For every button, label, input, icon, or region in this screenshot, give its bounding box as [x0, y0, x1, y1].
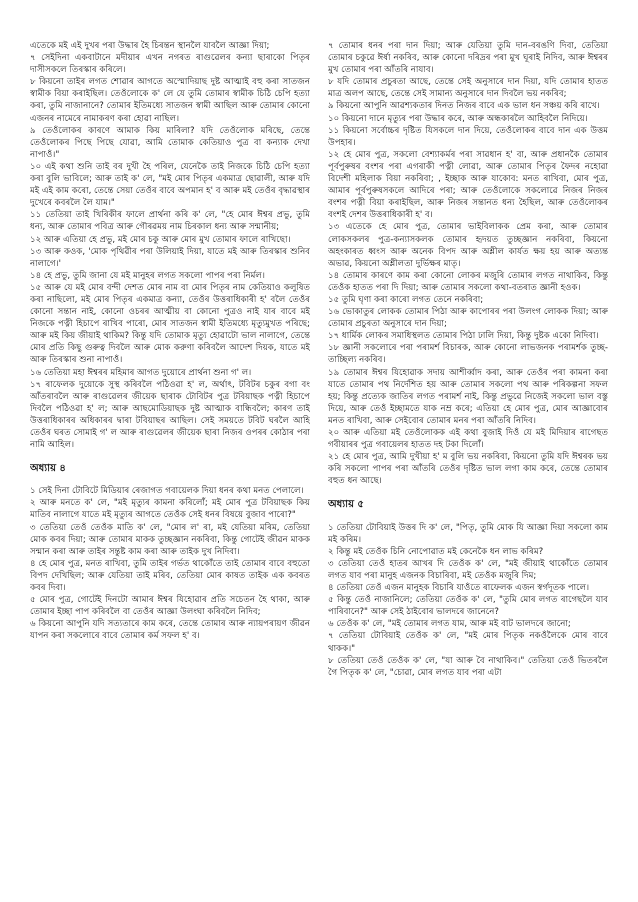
- verse-paragraph: ১৭ ধাৰ্মিক লোকৰ সমাধিস্থলত তোমাৰ পিঠা ঢালি দিয়া, কিন্তু দুষ্টক একো নিদিবা।: [328, 331, 599, 342]
- verse-paragraph: ৭ তোমাৰ ধনৰ পৰা দান দিয়া; আৰু যেতিয়া তুমি দান-বৰঙণি দিবা, তেতিয়া তোমাৰ চকুৱে ঈৰ্ষা নকৰিব, আৰু কোনো দৰিদ্ৰৰ পৰা মুখ ঘূৰাই নিদিব, আৰু ঈশ্বৰৰ মুখ তোমাৰ পৰা আঁতৰি নাযাব।: [328, 41, 608, 76]
- right-column: [328, 40, 608, 878]
- verse-paragraph: ৭ সেইদিনা একবাটানে মদীয়াৰ এখন নগৰত ৰাগুৱেলৰ কন্যা ছাৰাকো পিতৃৰ দাসীসকলে তিৰস্কাৰ কৰিলে।: [30, 53, 310, 76]
- verse-paragraph: ৩ তেতিয়া তেওঁ তেওঁক মাতি ক' লে, "মোৰ ল' ৰা, মই যেতিয়া মৰিম, তেতিয়া মোক কবৰ দিয়া; আৰু তোমাৰ মাকক তুচ্ছজ্ঞান নকৰিবা, কিন্তু গোটেই জীৱন মাকক সন্মান কৰা আৰু তাইৰ সন্তুষ্ট কাম কৰা আৰু তাইক দুখ নিদিবা।: [30, 522, 310, 557]
- verse-paragraph: ২ আৰু মনতে ক' লে, "মই মৃত্যুৰ কামনা কৰিলোঁ; মই মোৰ পুত্ৰ টবিয়াছক কিয় মাতিব নালাগে যাতে মই মৃত্যুৰ আগতে তেওঁক সেই ধনৰ বিষয়ে বুজাব পাৰো?": [30, 498, 310, 521]
- chapter-heading-5: অধ্যায় ৫: [328, 499, 364, 511]
- verse-paragraph: ২১ হে মোৰ পুত্ৰ, আমি দুখীয়া হ' ম বুলি ভয় নকৰিবা, কিয়নো তুমি যদি ঈশ্বৰক ভয় কৰি সকলো পাপৰ পৰা আঁতৰি তেওঁৰ দৃষ্টিত ভাল লগা কাম কৰে, তেন্তে তোমাৰ বহুত ধন আছে।: [328, 452, 608, 487]
- verse-paragraph: ১৬ ভোকাতুৰ লোকক তোমাৰ পিঠা আৰু কাপোৰৰ পৰা উলংগ লোকক দিয়া; আৰু তোমাৰ প্ৰচুৰতা অনুসাৰে দান দিয়া;: [328, 307, 608, 330]
- chapter-heading-4: অধ্যায় ৪: [30, 463, 66, 475]
- right-paragraphs-before: [328, 40, 608, 487]
- verse-paragraph: এতেকে মই এই দুখৰ পৰা উদ্ধাৰ হৈ চিৰন্তন স্থানলৈ যাবলৈ আজ্ঞা দিয়া;: [30, 41, 270, 51]
- verse-paragraph: ২০ আৰু এতিয়া মই তেওঁলোকক এই কথা বুজাই দিওঁ যে মই মিদিয়াৰ ৰাগেছত গবীয়াৰৰ পুত্ৰ গবায়েলৰ হাতত দহ টকা দিলোঁ।: [328, 428, 608, 451]
- verse-paragraph: ১১ কিয়নো সৰ্বোচ্চৰ দৃষ্টিত যিসকলে দান দিয়ে, তেওঁলোকৰ বাবে দান এক উত্তম উপহাৰ।: [328, 125, 608, 148]
- verse-paragraph: ১৫ তুমি ঘৃণা কৰা কাৰো লগত তেনে নকৰিবা;: [328, 294, 484, 305]
- verse-paragraph: ৫ কিন্তু তেওঁ নাজানিলে; তেতিয়া তেওঁক ক' লে, "তুমি মোৰ লগত ৰাগেছলৈ যাব পাৰিবানে?" আৰু সেই ঠাইবোৰ ভালদৰে জানেনে?: [328, 595, 608, 618]
- verse-paragraph: ৯ কিয়নো আপুনি আৱশ্যকতাৰ দিনত নিজৰ বাবে এক ভাল ধন সঞ্চয় কৰি ৰাখে।: [328, 101, 600, 112]
- verse-paragraph: ৬ তেওঁক ক' লে, "মই তোমাৰ লগত যাম, আৰু মই বাট ভালদৰে জানো;: [328, 619, 571, 630]
- verse-paragraph: ১৫ আৰু যে মই মোৰ বন্দী দেশত মোৰ নাম বা মোৰ পিতৃৰ নাম কেতিয়াও কলুষিত কৰা নাছিলো, মই মোৰ পিতৃৰ একমাত্ৰ কন্যা, তেওঁৰ উত্তৰাধিকাৰী হ' বলৈ তেওঁৰ কোনো সন্তান নাই, কোনো ওচৰৰ আত্মীয় বা কোনো পুত্ৰও নাই যাৰ বাবে মই নিজকে পত্নী হিচাপে ৰাখিব পাৰো, মোৰ সাতজন স্বামী ইতিমধ্যে মৃত্যুমুখত পৰিছে; আৰু মই কিয় জীয়াই থাকিম? কিন্তু যদি তোমাক মৃত্যু হোৱাটো ভাল নালাগে, তেন্তে মোৰ প্ৰতি কিছু গুৰুত্ব দিবলৈ আৰু মোক করুণা কৰিবলৈ আদেশ দিয়ক, যাতে মই আৰু তিৰস্কাৰ শুনা নাপাওঁ।: [30, 282, 310, 366]
- verse-paragraph: ১ সেই দিনা টোবিটে মিডিয়াৰ ৰেজাগত গবায়েলক দিয়া ধনৰ কথা মনত পেলালে।: [30, 486, 304, 497]
- verse-paragraph: ১১ তেতিয়া তাই খিৰিকীৰ ফালে প্ৰাৰ্থনা কৰি ক' লে, "হে মোৰ ঈশ্বৰ প্ৰভু, তুমি ধন্য, আৰু তোমাৰ পবিত্ৰ আৰু গৌৰৱময় নাম চিৰকাল ধন্য আৰু সন্মানীয়;: [30, 210, 310, 233]
- verse-paragraph: ৪ তেতিয়া তেওঁ এজন মানুহক বিচাৰি যাওঁতে ৰাফেলক এজন স্বৰ্গদূতক পালে।: [328, 583, 590, 594]
- left-paragraphs-after: [30, 485, 310, 642]
- verse-paragraph: ৮ কিয়নো তাইৰ লগত শোৱাৰ আগতে অস্মোদিয়াছ দুষ্ট আত্মাই বহু কৰা সাতজন স্বামীক বিয়া কৰাইছিল। তেওঁলোকে ক' লে যে তুমি তোমাৰ স্বামীক চিঠি চেপি হত্যা কৰা, তুমি নাজানানে? তোমাৰ ইতিমধ্যে সাতজন স্বামী আছিল আৰু তোমাৰ কোনো এজনৰ নামেৰে নামাকৰণ কৰা হোৱা নাছিল।: [30, 77, 310, 124]
- verse-paragraph: ৮ তেতিয়া তেওঁ তেওঁক ক' লে, "যা আৰু বৈ নাথাকিব।" তেতিয়া তেওঁ ভিতৰলৈ গৈ পিতৃক ক' লে, "চোৱা, মোৰ লগত যাব পৰা এটা: [328, 655, 608, 678]
- verse-paragraph: ৫ মোৰ পুত্ৰ, গোটেই দিনটো আমাৰ ঈশ্বৰ যিহোৱাৰ প্ৰতি সচেতন হৈ থাকা, আৰু তোমাৰ ইচ্ছা পাপ কৰিবলৈ বা তেওঁৰ আজ্ঞা উলংঘা কৰিবলৈ নিদিব;: [30, 595, 310, 618]
- verse-paragraph: ৪ হে মোৰ পুত্ৰ, মনত ৰাখিবা, তুমি তাইৰ গৰ্ভত থাকোঁতে তাই তোমাৰ বাবে বহুতো বিপদ দেখিছিল; আৰু যেতিয়া তাই মৰিব, তেতিয়া মোৰ কাষত তাইক এক কবৰত কবৰ দিবা।: [30, 558, 310, 594]
- verse-paragraph: ১২ হে মোৰ পুত্ৰ, সকলো বেশ্যাকৰ্মৰ পৰা সাৱধান হ' বা, আৰু প্ৰধানকৈ তোমাৰ পূৰ্বপুৰুষৰ বংশৰ পৰা এগৰাকী পত্নী লোৱা, আৰু তোমাৰ পিতৃৰ ফৈদৰ নহোৱা বিদেশী মহিলাক বিয়া নকৰিবা; , ইচ্ছাক আৰু যাকোব: মনত ৰাখিবা, মোৰ পুত্ৰ, আমাৰ পূৰ্বপুৰুষসকলে আদিৰে পৰা; আৰু তেওঁলোকে সকলোৱে নিজৰ নিজৰ বংশৰ পত্নী বিয়া কৰাইছিল, আৰু নিজৰ সন্তানত ধন্য হৈছিল, আৰু তেওঁলোকৰ বংশই দেশৰ উত্তৰাধিকাৰী হ' ব।: [328, 149, 608, 221]
- verse-paragraph: ৮ যদি তোমাৰ প্ৰচুৰতা আছে, তেন্তে সেই অনুসাৰে দান দিয়া, যদি তোমাৰ হাতত মাত্ৰ অলপ আছে, তেন্তে সেই সামান্য অনুসাৰে দান দিবলৈ ভয় নকৰিব;: [328, 77, 608, 100]
- verse-paragraph: ১ তেতিয়া টোবিয়াই উত্তৰ দি ক' লে, "পিতৃ, তুমি মোক যি আজ্ঞা দিয়া সকলো কাম মই কৰিম।: [328, 522, 608, 545]
- right-paragraphs-after: [328, 522, 608, 679]
- verse-paragraph: ৭ তেতিয়া টোবিয়াই তেওঁক ক' লে, "মই মোৰ পিতৃক নকওঁলৈকে মোৰ বাবে থাকক।": [328, 631, 608, 654]
- verse-paragraph: ৯ তেওঁলোকৰ কাৰণে আমাক কিয় মাৰিলা? যদি তেওঁলোক মৰিছে, তেন্তে তেওঁলোকৰ পিছে পিছে যোৱা, আমি তোমাক কেতিয়াও পুত্ৰ বা কন্যাক দেখা নাপাওঁ।": [30, 125, 310, 160]
- verse-paragraph: ১০ এই কথা শুনি তাই বৰ দুখী হৈ পৰিল, যেনেকৈ তাই নিজকে চিঠি চেপি হত্যা কৰা বুলি ভাবিলে; আৰু তাই ক' লে, "মই মোৰ পিতৃৰ একমাত্ৰ ছোৱালী, আৰু যদি মই এই কাম কৰো, তেন্তে সেয়া তেওঁৰ বাবে অপমান হ' ব আৰু মই তেওঁৰ বৃদ্ধাৱস্থাৰ দুখেৰে কবৰলৈ লৈ যাম।": [30, 161, 310, 209]
- verse-paragraph: ১৩ এতেকে হে মোৰ পুত্ৰ, তোমাৰ ভাইবিলাকক প্ৰেম কৰা, আৰু তোমাৰ লোকসকলৰ পুত্ৰ-কন্যাসকলক তোমাৰ হৃদয়ত তুচ্ছজ্ঞান নকৰিবা, কিয়নো অহংকাৰত ধ্বংস আৰু অনেক বিপদ আৰু অশ্লীল কাৰ্যত ক্ষয় হয় আৰু অত্যন্ত অভাৱ, কিয়নো অশ্লীলতা দুৰ্ভিক্ষৰ মাতৃ।: [328, 222, 608, 269]
- verse-paragraph: ১৭ ৰাফেলক দুয়োকে সুস্থ কৰিবলৈ পঠিওৱা হ' ল, অৰ্থাৎ, টবিটৰ চকুৰ বগা বং আঁতৰাবলৈ আৰু ৰাগুৱেলৰ জীয়েক ছাৰাক টোবিটৰ পুত্ৰ টবিয়াছক পত্নী হিচাপে দিবলৈ পঠিওৱা হ' ল; আৰু আছমোডিয়াছক দুষ্ট আত্মাক বান্ধিবলৈ; কাৰণ তাই উত্তৰাধিকাৰৰ অধিকাৰৰ দ্বাৰা টবিয়াছৰ আছিল। সেই সময়তে টবিট ঘৰলৈ আহি তেওঁৰ ঘৰত সোমাই গ' ল আৰু ৰাগুৱেলৰ জীয়েক ছাৰা নিজৰ ওপৰৰ কোঠাৰ পৰা নামি আহিল।: [30, 379, 310, 451]
- verse-paragraph: ১৪ হে প্ৰভু, তুমি জানা যে মই মানুহৰ লগত সকলো পাপৰ পৰা নিৰ্মল।: [30, 270, 265, 281]
- verse-paragraph: ১৩ আৰু কওক, 'মোক পৃথিৱীৰ পৰা উলিয়াই দিয়া, যাতে মই আৰু তিৰস্কাৰ শুনিব নালাগে।': [30, 246, 310, 269]
- verse-paragraph: ২ কিন্তু মই তেওঁক চিনি নোপোৱাত মই কেনেকৈ ধন লাভ কৰিম?: [328, 546, 544, 557]
- verse-paragraph: ৬ কিয়নো আপুনি যদি সত্যতাৰে কাম কৰে, তেন্তে তোমাৰ আৰু ন্যায়পৰায়ণ জীৱন যাপন কৰা সকলোৰে বাবে তোমাৰ কৰ্ম সফল হ' ব।: [30, 619, 310, 642]
- verse-paragraph: ১৮ জ্ঞানী সকলোৰে পৰা পৰামৰ্শ বিচাৰক, আৰু কোনো লাভজনক পৰামৰ্শক তুচ্ছ-তাচ্ছিল্য নকৰিব।: [328, 343, 608, 366]
- left-column: [30, 40, 310, 878]
- verse-paragraph: ১৬ তেতিয়া মহা ঈশ্বৰৰ মহিমাৰ আগত দুয়োৰে প্ৰাৰ্থনা শুনা গ' ল।: [30, 367, 252, 378]
- verse-paragraph: ৩ তেতিয়া তেওঁ হাতৰ আখৰ দি তেওঁক ক' লে, "মই জীয়াই থাকোঁতে তোমাৰ লগত যাব পৰা মানুহ এজনক বিচাৰিবা, মই তেওঁক মজুৰি দিম;: [328, 558, 608, 581]
- verse-paragraph: ১২ আৰু এতিয়া হে প্ৰভু, মই মোৰ চকু আৰু মোৰ মুখ তোমাৰ ফালে ৰাখিছো।: [30, 234, 291, 245]
- verse-paragraph: ১০ কিয়নো দানে মৃত্যুৰ পৰা উদ্ধাৰ কৰে, আৰু অন্ধকাৰলৈ আহিবলৈ নিদিয়ে।: [328, 113, 588, 124]
- left-paragraphs-before: [30, 40, 310, 451]
- verse-paragraph: ১৪ তোমাৰ কাৰণে কাম কৰা কোনো লোকৰ মজুৰি তোমাৰ লগত নাথাকিব, কিন্তু তেওঁক হাতত পৰা দি দিয়া; আৰু তোমাৰ সকলো কথা-বতৰাত জ্ঞানী হওক।: [328, 270, 608, 293]
- verse-paragraph: ১৯ তোমাৰ ঈশ্বৰ যিহোৱাক সদায় আশীৰ্ব্বাদ কৰা, আৰু তেওঁৰ পৰা কামনা কৰা যাতে তোমাৰ পথ নিৰ্দেশিত হয় আৰু তোমাৰ সকলো পথ আৰু পৰিকল্পনা সফল হয়; কিন্তু প্ৰত্যেক জাতিৰ লগত পৰামৰ্শ নাই, কিন্তু প্ৰভুৱে নিজেই সকলো ভাল বস্তু দিয়ে, আৰু তেওঁ ইচ্ছামতে যাক নম্ৰ কৰে; এতিয়া হে মোৰ পুত্ৰ, মোৰ আজ্ঞাবোৰ মনত ৰাখিবা, আৰু সেইবোৰ তোমাৰ মনৰ পৰা আঁতৰি নিদিব।: [328, 367, 608, 426]
